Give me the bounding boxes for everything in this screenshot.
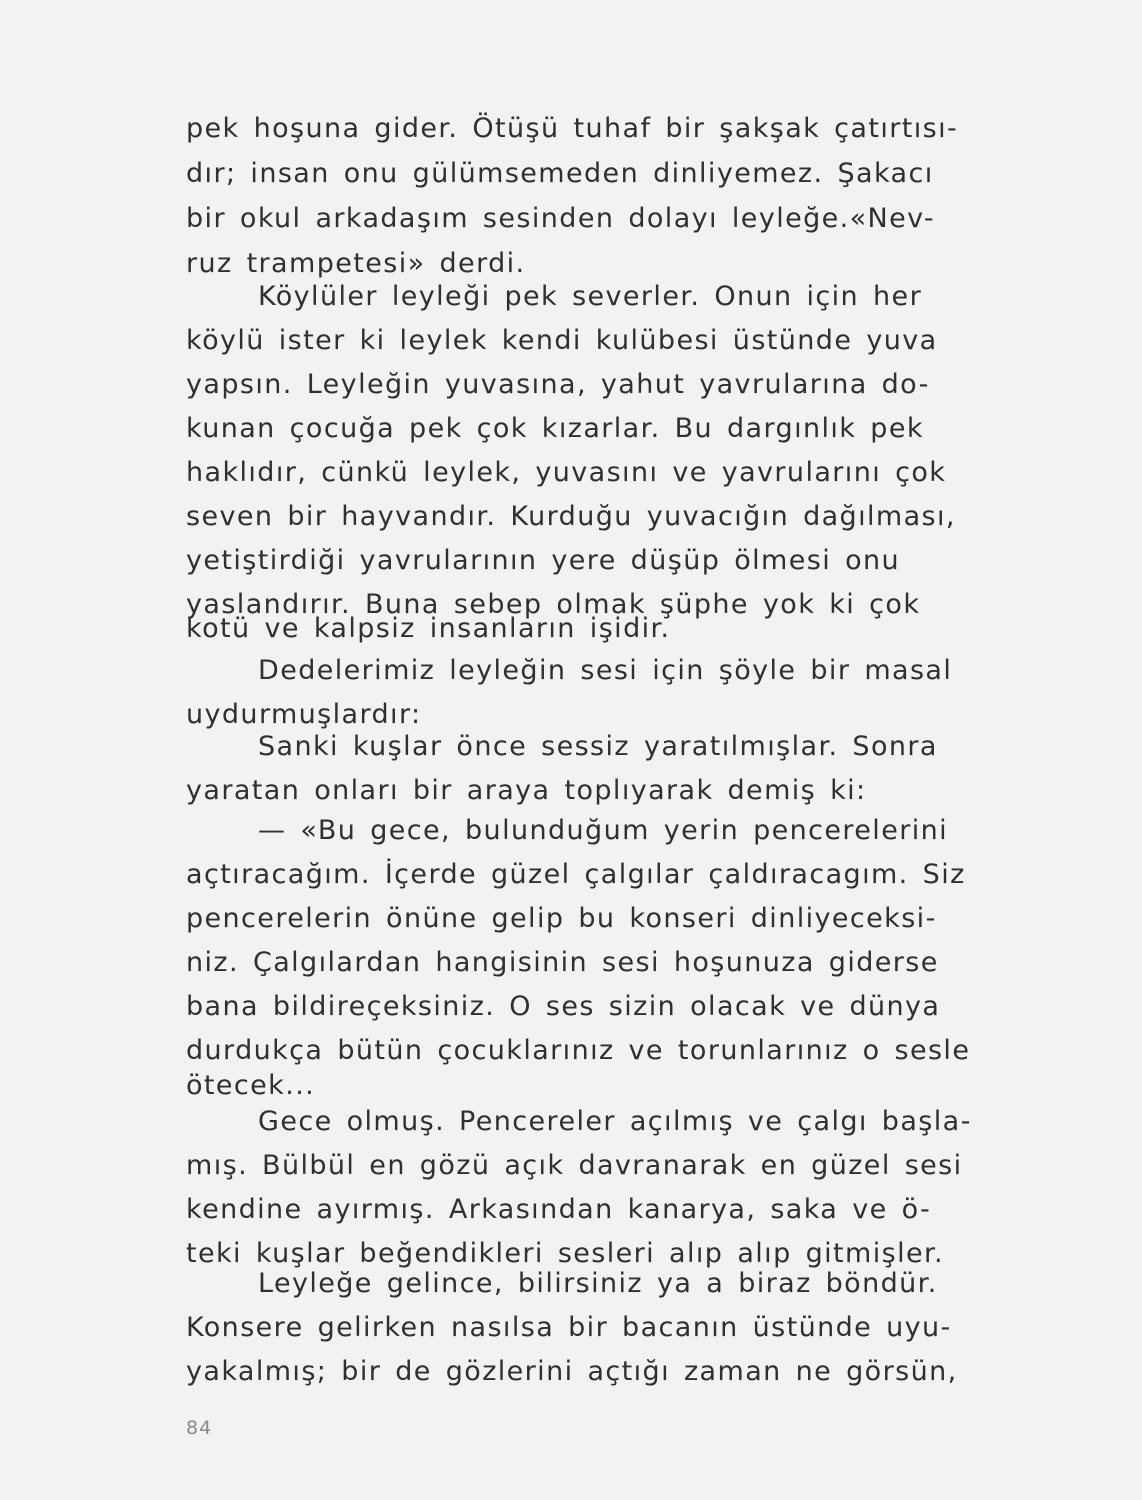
text-line: köylü ister ki leylek kendi kulübesi üstünde yuva bbox=[186, 325, 938, 356]
text-line: yaslandırır. Buna sebep olmak şüphe yok ki çok bbox=[186, 589, 921, 620]
text-line: haklıdır, cünkü leylek, yuvasını ve yavrularını çok bbox=[186, 457, 947, 488]
text-line: bana bildireçeksiniz. O ses sizin olacak ve dünya bbox=[186, 991, 941, 1022]
text-line: bir okul arkadaşım sesinden dolayı leyleğe.«Nev- bbox=[186, 203, 935, 234]
text-line: seven bir hayvandır. Kurduğu yuvacığın dağılması, bbox=[186, 501, 956, 532]
text-line: Sanki kuşlar önce sessiz yaratılmışlar. Sonra bbox=[258, 731, 938, 762]
text-line: açtıracağım. İçerde güzel çalgılar çaldıracagım. Siz bbox=[186, 859, 966, 890]
text-line: Köylüler leyleği pek severler. Onun için her bbox=[258, 281, 923, 312]
text-line: Konsere gelirken nasılsa bir bacanın üstünde uyu- bbox=[186, 1312, 952, 1343]
text-line: kendine ayırmış. Arkasından kanarya, saka ve ö- bbox=[186, 1194, 932, 1225]
text-line: Gece olmuş. Pencereler açılmış ve çalgı başla- bbox=[258, 1106, 972, 1137]
text-line: ruz trampetesi» derdi. bbox=[186, 248, 526, 279]
text-line: yapsın. Leyleğin yuvasına, yahut yavrularına do- bbox=[186, 369, 930, 400]
text-line: yaratan onları bir araya toplıyarak demiş ki: bbox=[186, 775, 867, 806]
text-line: — «Bu gece, bulunduğum yerin pencerelerini bbox=[258, 815, 949, 846]
text-line: mış. Bülbül en gözü açık davranarak en güzel sesi bbox=[186, 1150, 963, 1181]
text-line: Dedelerimiz leyleğin sesi için şöyle bir masal bbox=[258, 655, 953, 686]
text-line: pencerelerin önüne gelip bu konseri dinliyeceksi- bbox=[186, 903, 937, 934]
text-line: yakalmış; bir de gözlerini açtığı zaman ne görsün, bbox=[186, 1356, 958, 1387]
text-line: pek hoşuna gider. Ötüşü tuhaf bir şakşak çatırtısı- bbox=[186, 113, 959, 144]
text-line: yetiştirdiği yavrularının yere düşüp ölmesi onu bbox=[186, 545, 901, 576]
text-line: uydurmuşlardır: bbox=[186, 699, 422, 730]
text-line: kotü ve kalpsiz insanların işidir. bbox=[186, 613, 671, 644]
text-line: durdukça bütün çocuklarınız ve torunlarınız o sesle bbox=[186, 1035, 971, 1066]
text-line: teki kuşlar beğendikleri sesleri alıp alıp gitmişler. bbox=[186, 1238, 945, 1269]
page-number: 84 bbox=[186, 1417, 213, 1439]
text-line: Leyleğe gelince, bilirsiniz ya a biraz böndür. bbox=[258, 1268, 938, 1299]
text-line: ötecek... bbox=[186, 1070, 316, 1101]
text-line: dır; insan onu gülümsemeden dinliyemez. Şakacı bbox=[186, 158, 934, 189]
text-line: niz. Çalgılardan hangisinin sesi hoşunuza giderse bbox=[186, 947, 939, 978]
text-line: kunan çocuğa pek çok kızarlar. Bu dargınlık pek bbox=[186, 413, 924, 444]
